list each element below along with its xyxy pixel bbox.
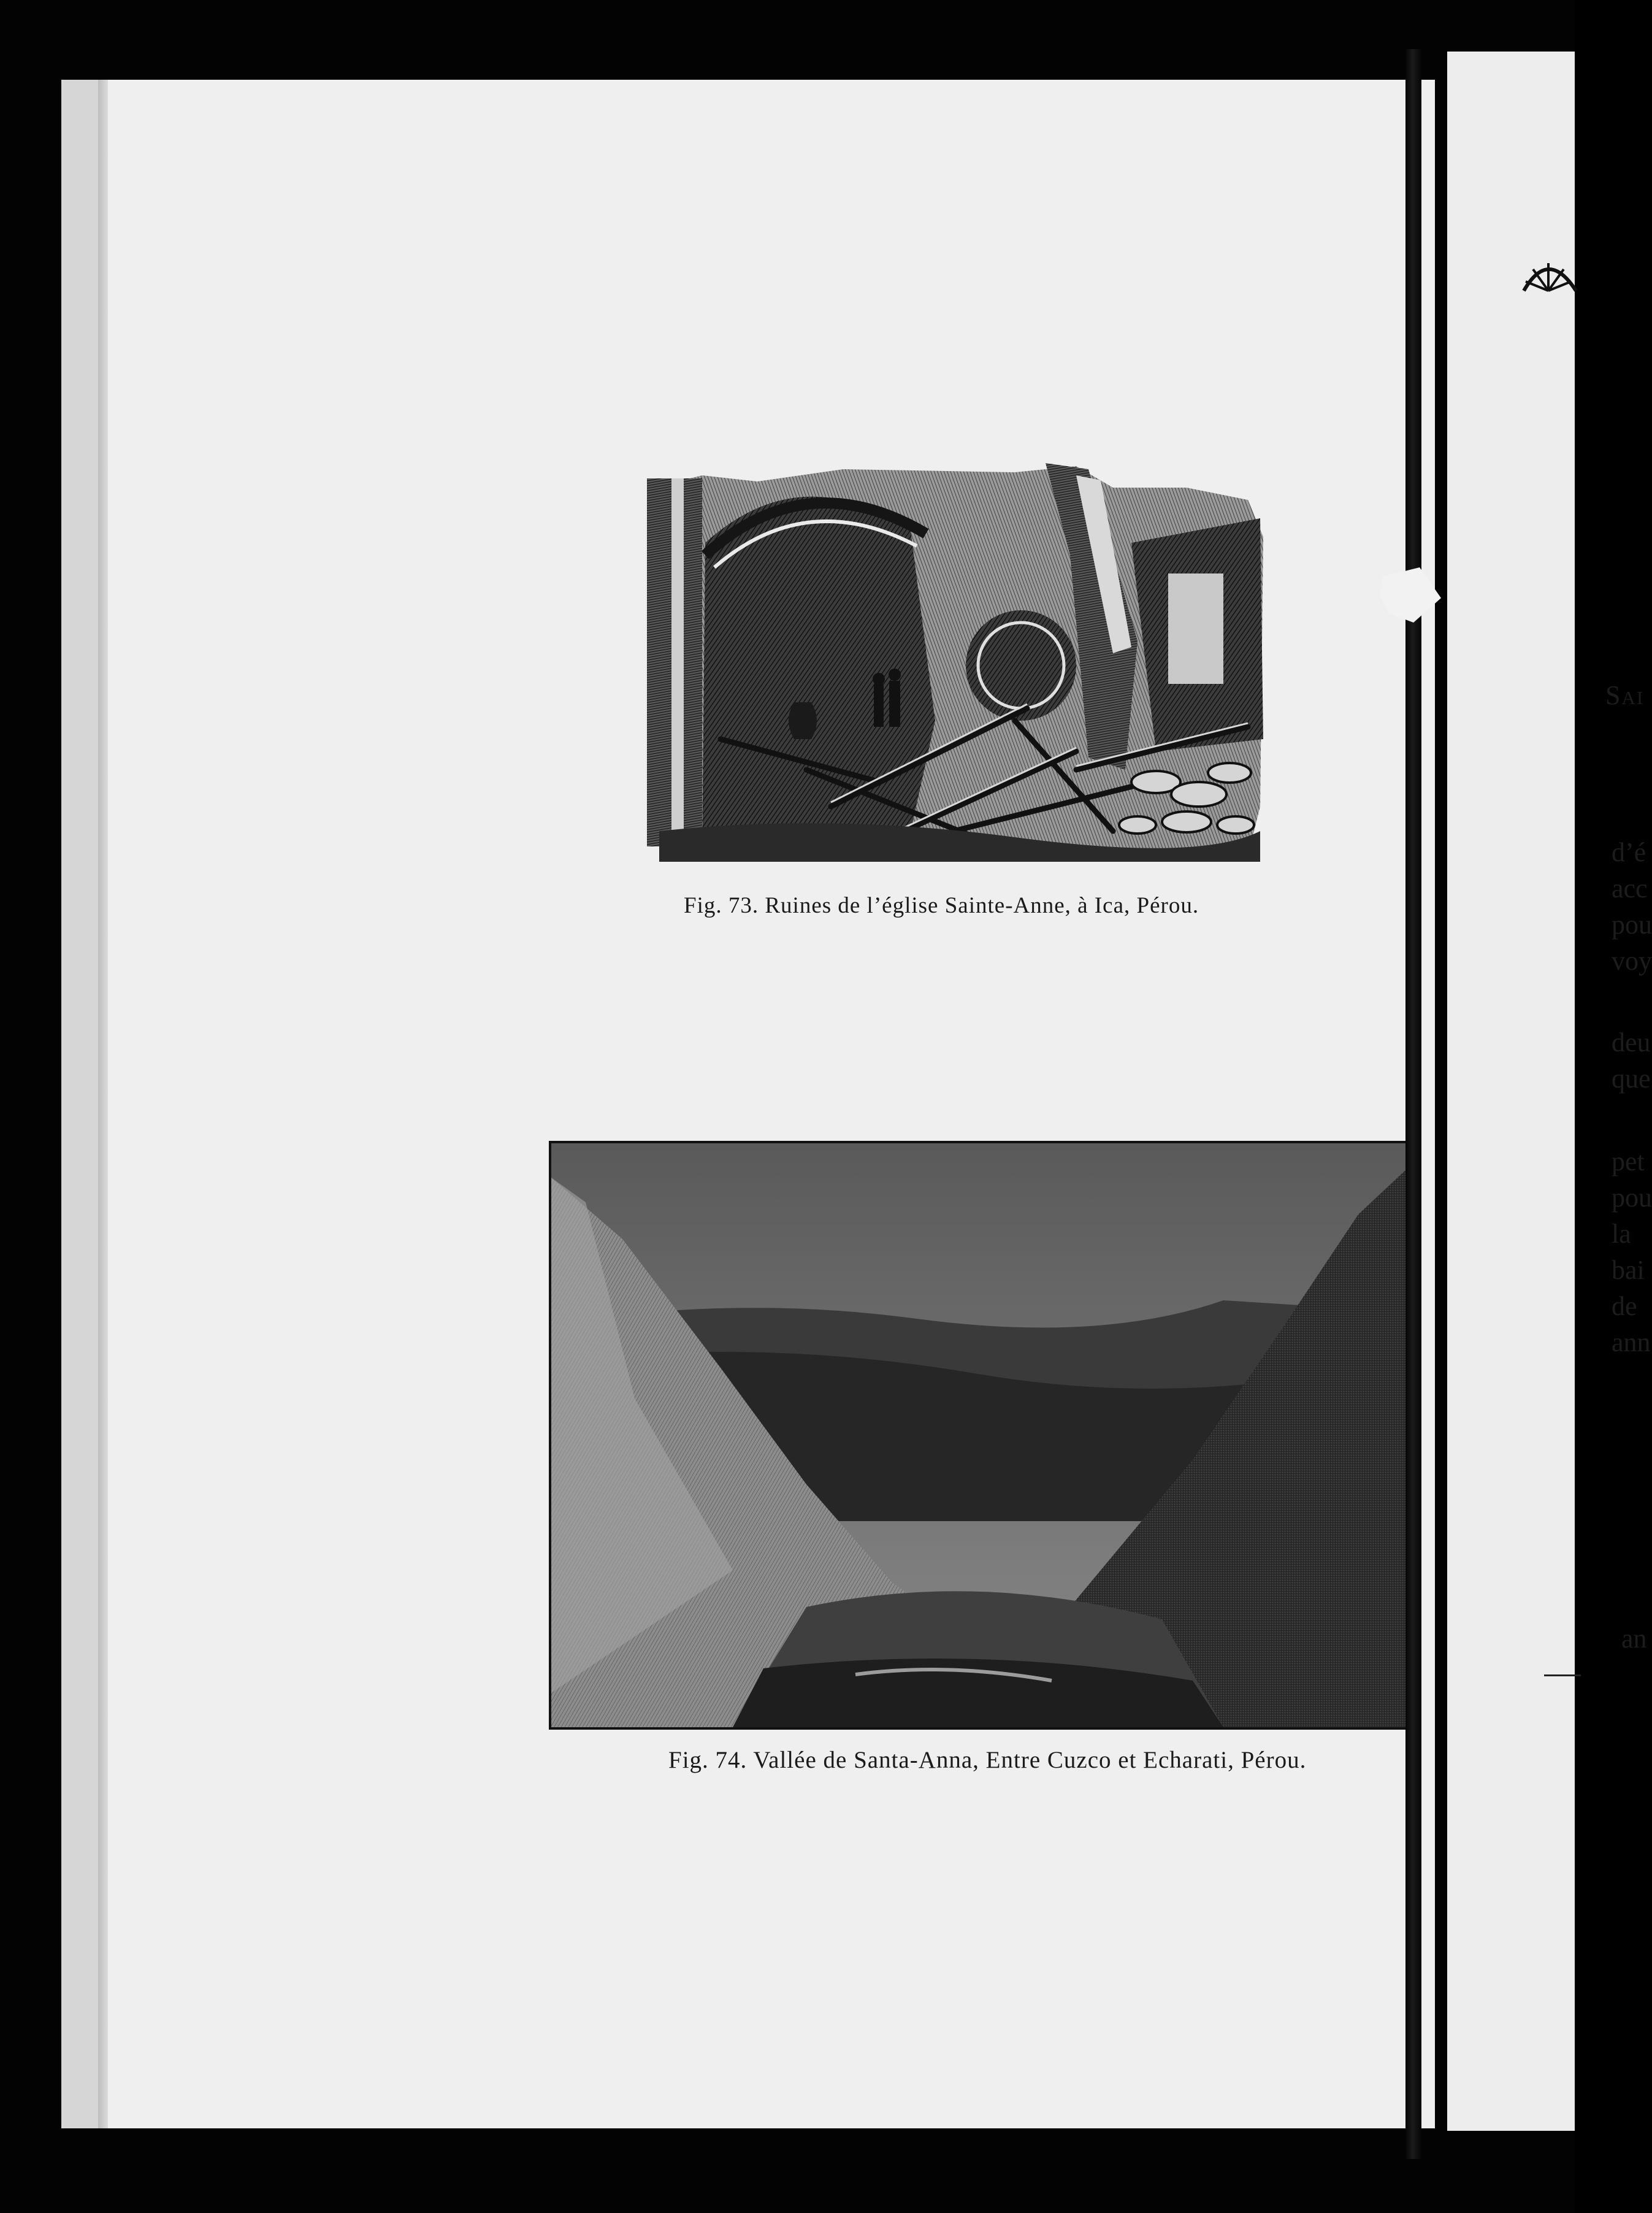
text-line: voy [1612, 946, 1652, 976]
right-page-heading: Sai [1605, 680, 1645, 710]
text-line: que [1612, 1064, 1651, 1094]
text-line: pou [1612, 910, 1652, 940]
book-gutter [1405, 49, 1421, 2159]
text-line: pet [1612, 1146, 1645, 1176]
text-line: ann [1612, 1327, 1651, 1357]
text-line: la [1612, 1219, 1631, 1249]
paper-scrap [1377, 564, 1444, 626]
page-edge [98, 80, 108, 2128]
figure-73 [647, 463, 1266, 942]
figure-74 [549, 1141, 1420, 1803]
figure-caption: Fig. 73. Ruines de l’église Sainte-Anne, à Ica, Pérou. [684, 893, 1199, 918]
text-line: d’é [1612, 837, 1646, 867]
left-page [61, 80, 1435, 2128]
text-line: deu [1612, 1027, 1651, 1057]
text-line: an [1621, 1624, 1647, 1654]
text-line: bai [1612, 1255, 1645, 1285]
footnote-rule [1544, 1674, 1581, 1676]
church-ruins-engraving [647, 463, 1266, 862]
ornament-icon [1521, 254, 1576, 297]
figure-caption: Fig. 74. Vallée de Santa-Anna, Entre Cuzco et Echarati, Pérou. [668, 1747, 1307, 1773]
text-line: pou [1612, 1183, 1652, 1213]
text-line: de [1612, 1291, 1637, 1321]
valley-landscape-engraving [549, 1141, 1420, 1730]
right-page [1447, 52, 1652, 2131]
text-line: acc [1612, 873, 1648, 903]
